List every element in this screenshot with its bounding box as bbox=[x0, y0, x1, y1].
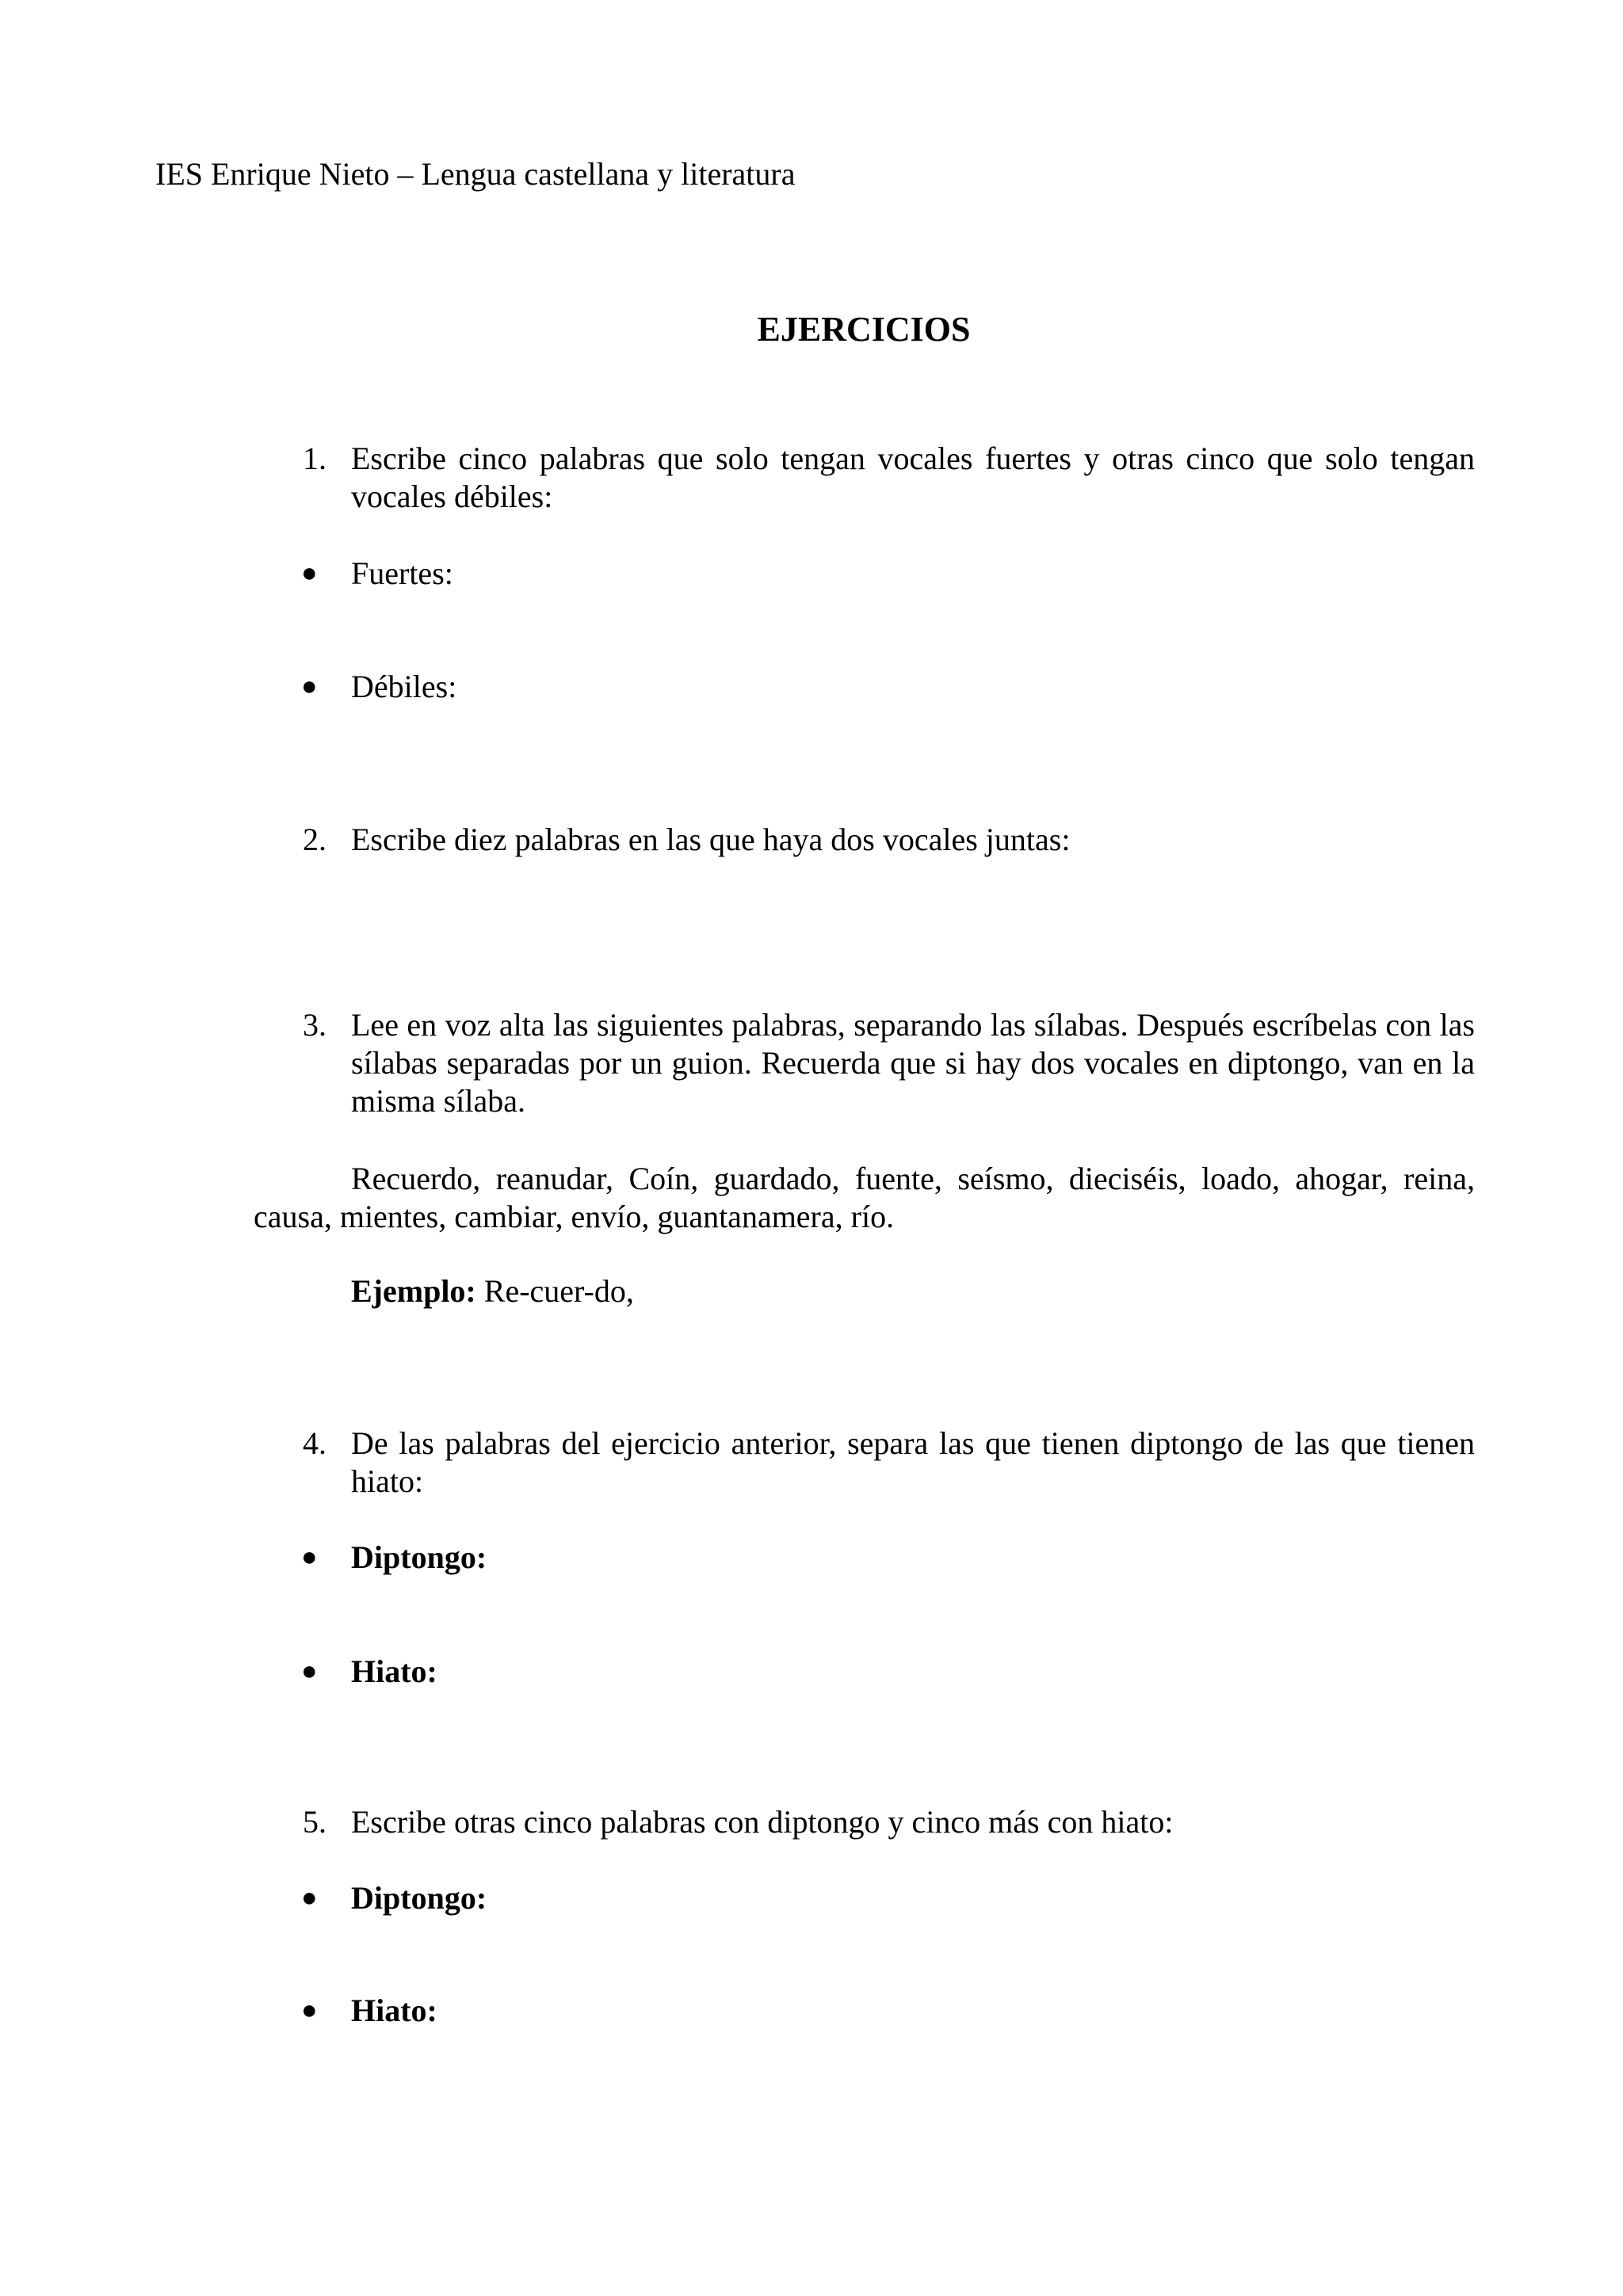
bullet-icon: ● bbox=[301, 559, 318, 588]
example-label: Ejemplo: bbox=[351, 1273, 476, 1309]
exercise-1-bullet-fuertes: Fuertes: bbox=[351, 555, 453, 591]
exercise-1-text: Escribe cinco palabras que solo tengan vocales fuertes y otras cinco que solo tengan vocales débiles: bbox=[351, 441, 1475, 514]
bullet-icon: ● bbox=[301, 1543, 318, 1572]
page-title: EJERCICIOS bbox=[757, 310, 971, 349]
bullet-icon: ● bbox=[301, 1883, 318, 1913]
exercise-4-number: 4. bbox=[303, 1425, 327, 1461]
exercise-1-number: 1. bbox=[303, 441, 327, 476]
exercise-3-number: 3. bbox=[303, 1007, 327, 1043]
exercise-5-text: Escribe otras cinco palabras con diptongo y cinco más con hiato: bbox=[351, 1804, 1174, 1840]
exercise-3-example bbox=[351, 1272, 634, 1310]
example-value: Re-cuer-do, bbox=[475, 1273, 634, 1309]
exercise-2-text: Escribe diez palabras en las que haya dos vocales juntas: bbox=[351, 822, 1071, 857]
exercise-3-word-list: Recuerdo, reanudar, Coín, guardado, fuente, seísmo, dieciséis, loado, ahogar, reina, causa, mientes, cambiar, envío, guantanamera, río. bbox=[254, 1161, 1475, 1234]
exercise-1-bullet-debiles: Débiles: bbox=[351, 669, 457, 704]
exercise-4-text: De las palabras del ejercicio anterior, separa las que tienen diptongo de las que tienen hiato: bbox=[351, 1425, 1475, 1499]
document-header: IES Enrique Nieto – Lengua castellana y literatura bbox=[155, 156, 796, 192]
exercise-5-number: 5. bbox=[303, 1804, 327, 1840]
bullet-icon: ● bbox=[301, 1996, 318, 2025]
bullet-icon: ● bbox=[301, 672, 318, 701]
exercise-4-bullet-hiato: Hiato: bbox=[351, 1653, 437, 1689]
exercise-4-bullet-diptongo: Diptongo: bbox=[351, 1539, 487, 1575]
exercise-2-number: 2. bbox=[303, 822, 327, 857]
exercise-5-bullet-hiato: Hiato: bbox=[351, 1993, 437, 2028]
bullet-icon: ● bbox=[301, 1657, 318, 1686]
exercise-5-bullet-diptongo: Diptongo: bbox=[351, 1880, 487, 1916]
exercise-3-text: Lee en voz alta las siguientes palabras, separando las sílabas. Después escríbelas con las sílabas separadas por un guion. Recuerda que si hay dos vocales en diptongo, van en la misma sílaba. bbox=[351, 1007, 1475, 1119]
